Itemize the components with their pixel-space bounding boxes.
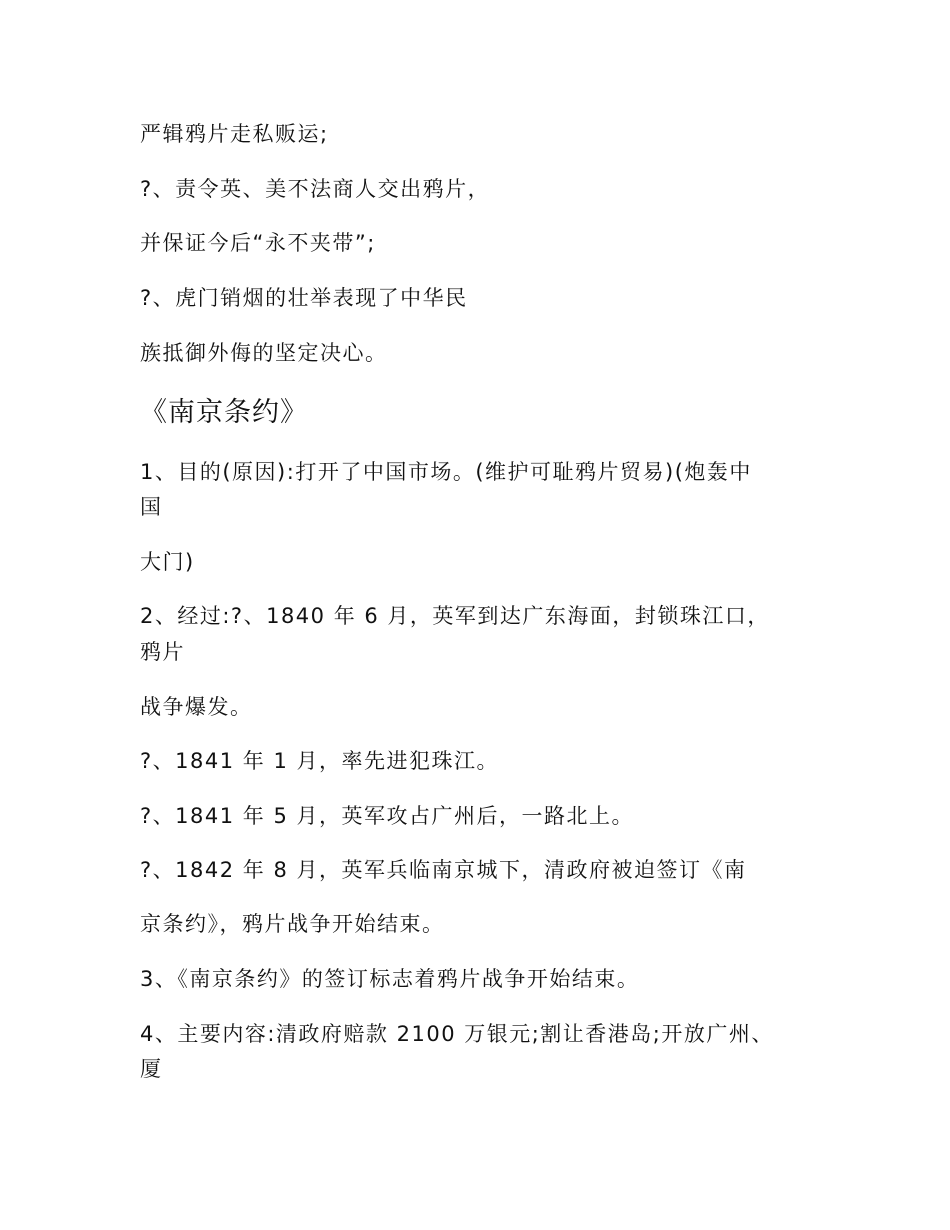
text-line: ?、1841 年 1 月，率先进犯珠江。 [140,749,499,773]
section-heading: 《南京条约》 [140,397,308,428]
text-line: 大门) [140,550,195,574]
text-line: 严辑鸦片走私贩运; [140,122,329,146]
text-line: 4、主要内容:清政府赔款 2100 万银元;割让香港岛;开放广州、 [140,1022,774,1046]
text-line: 并保证今后“永不夹带”; [140,231,376,255]
text-line: 京条约》，鸦片战争开始结束。 [140,912,445,936]
text-line: 国 [140,495,163,519]
text-line: 鸦片 [140,640,185,664]
text-line: ?、1842 年 8 月，英军兵临南京城下，清政府被迫签订《南 [140,858,747,882]
text-line: ?、责令英、美不法商人交出鸦片， [140,177,491,201]
text-line: ?、虎门销烟的壮举表现了中华民 [140,286,468,310]
text-line: 3、《南京条约》的签订标志着鸦片战争开始结束。 [140,967,640,991]
text-line: 战争爆发。 [140,695,253,719]
text-line: ?、1841 年 5 月，英军攻占广州后，一路北上。 [140,804,634,828]
text-line: 厦 [140,1057,163,1081]
text-line: 1、目的(原因):打开了中国市场。(维护可耻鸦片贸易)(炮轰中 [140,460,752,484]
text-line: 2、经过:?、1840 年 6 月，英军到达广东海面，封锁珠江口， [140,604,770,628]
text-line: 族抵御外侮的坚定决心。 [140,341,388,365]
